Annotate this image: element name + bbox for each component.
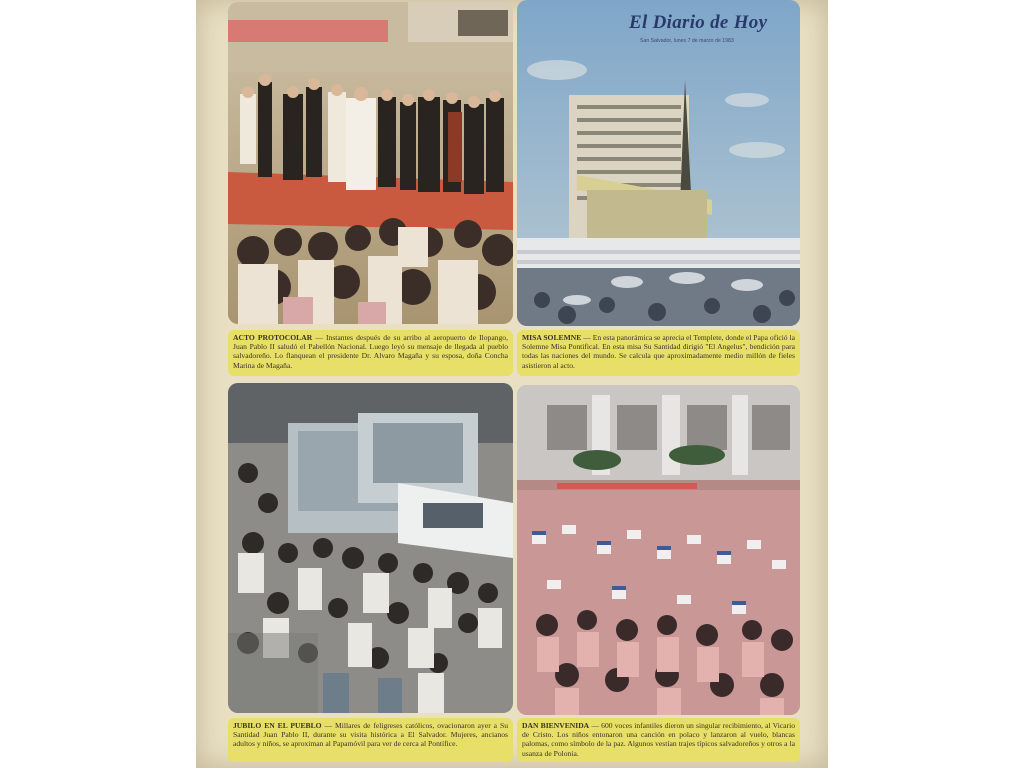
caption-misa-solemne [517,330,800,376]
photo-popemobile-crowd [228,383,513,713]
photo-airport-reception [228,2,513,324]
caption-body: — 600 voces infantiles dieron un singular recibimiento, al Vicario de Cristo. Los niños entonaron una canción en polaco y lanzaron al vuelo, blancas palomas, como símbolo de la paz. Algunos vestían trajes típicos salvadoreños y otros a la usanza de Polonia. [522,721,795,758]
photo-children-flags [517,385,800,715]
caption-dan-bienvenida [517,718,800,762]
caption-body: — En esta panorámica se aprecia el Templete, donde el Papa ofició la Solemne Misa Pontifical. En esta misa Su Santidad dirigió "El Angelus", bendición para todas las naciones del mundo. Se calcula que aproximadamente medio millón de fieles asistieron al acto. [522,333,795,370]
caption-heading: ACTO PROTOCOLAR [233,333,313,342]
caption-heading: MISA SOLEMNE [522,333,582,342]
caption-heading: JUBILO EN EL PUEBLO [233,721,322,730]
caption-acto-protocolar [228,330,513,376]
masthead-title: El Diario de Hoy [629,12,768,33]
caption-body: — Instantes después de su arribo al aeropuerto de Ilopango, Juan Pablo II saludó el Pabellón Nacional. Luego leyó su mensaje de llegada al pueblo salvadoreño. Lo flanquean el presidente Dr. Alvaro Magaña y su esposa, doña Concha Marina de Magaña. [233,333,508,370]
caption-body: — Millares de feligreses católicos, ovacionaron ayer a Su Santidad Juan Pablo II, durante su visita histórica a El Salvador. Mujeres, ancianos adultos y niños, se aproximan al Papamóvil para ver de cerca al Pontífice. [233,721,508,749]
caption-jubilo-en-el-pueblo [228,718,513,762]
masthead-dateline: San Salvador, lunes 7 de marzo de 1983 [640,38,734,44]
caption-heading: DAN BIENVENIDA [522,721,590,730]
photo-mass-stage [517,0,800,326]
